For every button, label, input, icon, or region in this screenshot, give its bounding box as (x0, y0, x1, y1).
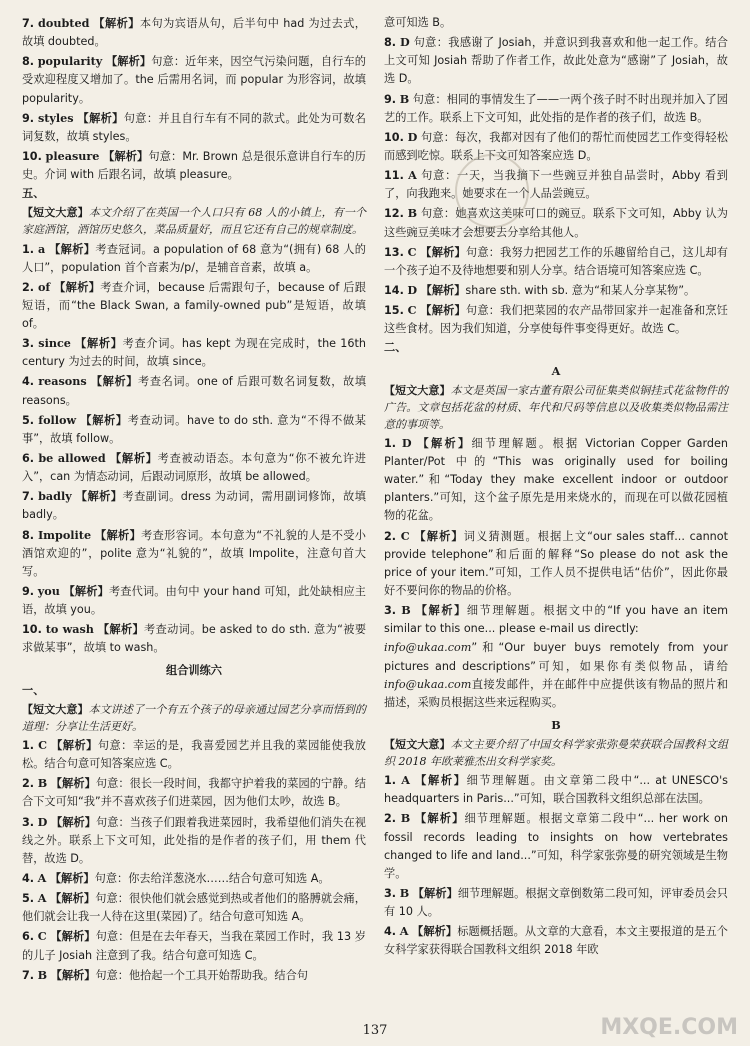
item-number: 6. (22, 452, 35, 466)
answer-item (22, 889, 366, 926)
item-text: 句意：很快他们就会感觉到热或者他们的胳膊就会痛，他们就会让我一人待在这里(菜园)了。结合句意可知选 A。 (22, 892, 366, 924)
item-answer: A (37, 891, 47, 906)
analysis-tag: 【解析】 (412, 925, 458, 939)
summary-tag: 【短文大意】 (384, 383, 451, 397)
analysis-tag: 【解析】 (75, 490, 123, 504)
item-text: 句意：相同的事情发生了——一两个孩子时不时出现并加入了园艺的工作。联系上下文可知，此处指的是作者的孩子们，故选 B。 (384, 92, 728, 124)
part-heading: B (551, 717, 561, 732)
answer-item (22, 927, 366, 964)
item-number: 1. (384, 436, 397, 450)
analysis-tag: 【解析】 (417, 436, 472, 450)
item-number: 2. (22, 777, 35, 791)
page-number: 137 (362, 1023, 388, 1038)
item-answer: a (37, 241, 46, 256)
answer-item (384, 527, 728, 601)
item-text: 考查介词，because 后需跟句子，because of 后跟短语，而“the Black Swan, a family-owned pub”是短语，故填 of。 (22, 280, 366, 331)
watermark: MXQE.COM (600, 1015, 738, 1040)
item-number: 2. (22, 280, 35, 294)
answer-item (22, 582, 366, 619)
analysis-tag: 【解析】 (50, 892, 96, 906)
item-answer: B (399, 886, 410, 900)
answer-item (384, 809, 728, 883)
item-text: 细节理解题。根据文章第二段中“... her work on fossil records leading to insights on how vertebrates changed to life and land...”可知，科学家张弥曼的研究领域是生物学。 (384, 812, 728, 880)
item-text: 考查介词。has kept 为现在完成时，the 16th century 为过去的时间，故填 since。 (22, 337, 366, 369)
answer-item (384, 301, 728, 338)
summary-text: 本文讲述了一个有五个孩子的母亲通过园艺分享而悟到的道理：分享让生活更好。 (22, 702, 367, 733)
item-number: 11. (384, 169, 404, 183)
left-column (22, 14, 366, 986)
item-text: 细节理解题。根据文中的“If you have an item similar to this one... please e-mail us directly: (384, 604, 728, 636)
item-text: 细节理解题。根据文章倒数第二段可知，评审委员会只有 10 人。 (384, 887, 728, 919)
item-answer: of (37, 279, 51, 294)
summary-text: 本文是英国一家古董有限公司征集类似铜挂式花盆物件的广告。文章包括花盆的材质、年代和尺码等信息以及收集类似物品需注意的事项等。 (384, 383, 729, 431)
item-number: 10. (22, 623, 42, 637)
item-number: 7. (22, 17, 35, 30)
item-text: 考查动词。be asked to do sth. 意为“被要求做某事”，故填 to wash。 (22, 623, 367, 655)
answer-item (22, 334, 366, 371)
item-answer: D (407, 129, 418, 144)
item-answer: be allowed (38, 451, 106, 466)
item-answer: D (37, 814, 48, 829)
answer-item (22, 278, 366, 333)
item-answer: styles (37, 110, 74, 125)
answer-item (384, 601, 728, 638)
answer-item (384, 884, 728, 921)
item-number: 13. (384, 245, 404, 259)
answer-item (384, 204, 728, 241)
item-number: 10. (384, 130, 404, 144)
analysis-tag: 【解析】 (109, 452, 158, 466)
item-text: 考查动词。have to do sth. 意为“不得不做某事”，故填 follow。 (22, 413, 366, 445)
item-answer: D (401, 435, 412, 450)
answer-item (22, 240, 366, 277)
item-answer: C (38, 737, 48, 752)
answer-item (22, 411, 366, 448)
answer-item (22, 813, 366, 868)
item-answer: A (401, 773, 410, 788)
item-number: 3. (22, 337, 35, 351)
answer-item (384, 128, 728, 165)
item-number: 1. (384, 774, 397, 788)
item-number: 5. (22, 413, 35, 427)
item-number: 9. (384, 92, 397, 106)
analysis-tag: 【解析】 (80, 413, 128, 427)
answer-item (22, 147, 366, 184)
item-answer: B (400, 811, 411, 826)
item-text: 细节理解题。由文章第二段中“... at UNESCO's headquarters in Paris...”可知，联合国教科文组织总部在法国。 (384, 774, 728, 806)
analysis-tag: 【解析】 (50, 777, 96, 791)
analysis-tag: 【解析】 (75, 337, 123, 351)
item-answer: since (38, 336, 71, 351)
analysis-tag: 【解析】 (415, 604, 467, 618)
analysis-tag: 【解析】 (420, 304, 466, 318)
answer-item (22, 869, 366, 888)
item-answer: reasons (38, 374, 87, 389)
analysis-tag: 【解析】 (50, 968, 96, 982)
item-number: 5. (22, 892, 35, 906)
item-text: 直接发邮件，并在邮件中应提供该有物品的照片和描述，采购员根据这些来远程购买。 (384, 677, 728, 709)
item-answer: pleasure (45, 148, 100, 163)
item-answer: C (400, 528, 410, 543)
item-number: 3. (384, 887, 397, 900)
item-answer: A (408, 168, 417, 183)
item-answer: C (407, 303, 417, 318)
item-number: 12. (384, 207, 404, 221)
item-text: 考查形容词。本句意为“不礼貌的人是不受小酒馆欢迎的”，polite 意为“礼貌的”，故填 Impolite，注意句首大写。 (22, 528, 366, 578)
answer-item (384, 33, 728, 88)
summary-paragraph (22, 701, 366, 735)
item-number: 8. (22, 528, 35, 542)
summary-tag: 【短文大意】 (22, 206, 89, 220)
item-number: 9. (22, 585, 35, 599)
analysis-tag: 【解析】 (77, 111, 124, 125)
analysis-tag: 【解析】 (51, 738, 98, 752)
analysis-tag: 【解析】 (412, 887, 458, 900)
email-address: info@ukaa.com (384, 641, 472, 655)
item-text: 句意：每次，我都对因有了他们的帮忙而使园艺工作变得轻松而感到吃惊。联系上下文可知答案应选 D。 (384, 130, 728, 162)
item-answer: A (399, 924, 409, 939)
answer-item (22, 774, 366, 811)
item-number: 7. (22, 490, 35, 504)
section-heading: 一、 (22, 683, 45, 697)
answer-item (384, 243, 728, 280)
answer-item (22, 620, 366, 657)
item-number: 6. (22, 930, 35, 944)
item-text: 句意：Mr. Brown 总是很乐意讲自行车的历史。介词 with 后跟名词，故填 pleasure。 (22, 149, 366, 182)
summary-tag: 【短文大意】 (22, 702, 89, 716)
answer-item (22, 449, 366, 486)
item-number: 8. (22, 55, 35, 69)
item-number: 7. (22, 968, 35, 982)
item-text: 句意：很长一段时间，我都守护着我的菜园的宁静。结合下文可知“我”并不喜欢孩子们进菜园，因为他们太吵，故选 B。 (22, 777, 366, 809)
summary-paragraph (384, 736, 728, 770)
item-answer: you (37, 584, 60, 599)
item-number: 4. (384, 925, 397, 939)
item-answer: popularity (37, 54, 103, 69)
item-number: 4. (22, 871, 35, 885)
summary-text: 本文介绍了在英国一个人口只有 68 人的小镇上，有一个家庭酒馆，酒馆历史悠久，菜品质量好，而且它还有自己的规章制度。 (22, 206, 367, 237)
item-number: 10. (22, 149, 42, 163)
item-answer: D (407, 282, 418, 297)
columns (22, 14, 728, 986)
item-text: 句意：并且自行车有不同的款式。此处为可数名词复数，故填 styles。 (22, 111, 366, 143)
item-text: 句意：但是在去年春天，当我在菜园工作时，我 13 岁的儿子 Josiah 注意到了我。结合句意可知选 C。 (22, 930, 366, 962)
answer-item (22, 526, 366, 581)
item-text: 句意：我感谢了 Josiah，并意识到我喜欢和他一起工作。结合上文可知 Josiah 帮助了作者工作，故此处意为“感谢”了 Josiah，故选 D。 (384, 36, 728, 86)
item-text: 句意：我努力把园艺工作的乐趣留给自己，这儿却有一个孩子迫不及待地想要和别人分享。结合语境可知答案应选 C。 (384, 245, 728, 277)
analysis-tag: 【解析】 (415, 812, 465, 826)
summary-tag: 【短文大意】 (384, 738, 451, 752)
item-text: 句意：我们把菜园的农产品带回家并一起准备和烹饪这些食材。因为我们知道，分享使每件事变得更好。故选 C。 (384, 304, 728, 336)
answer-item (384, 166, 728, 203)
item-text: 考查名词。one of 后跟可数名词复数，故填 reasons。 (22, 375, 367, 407)
item-answer: Impolite (37, 527, 92, 542)
continued-text: 意可知选 B。 (384, 16, 452, 29)
item-text: 考查冠词。a population of 68 意为“(拥有) 68 人的人口”，population 首个音素为/p/，是辅音音素，故填 a。 (22, 242, 366, 274)
analysis-tag: 【解析】 (95, 528, 142, 542)
summary-paragraph (384, 382, 728, 433)
section-heading: 二、 (384, 341, 407, 355)
summary-paragraph (22, 204, 366, 238)
item-text: 句意：当孩子们跟着我进菜园时，我希望他们消失在视线之外。联系上下文可知，此处指的是作者的孩子们，用 them 代替，故选 D。 (22, 815, 366, 865)
item-number: 8. (384, 36, 397, 50)
item-text: 本句为宾语从句，后半句中 had 为过去式，故填 doubted。 (22, 17, 366, 49)
answer-item (22, 966, 366, 985)
item-text: 考查被动语态。本句意为“你不被允许进入”，can 为情态动词，后跟动词原形，故填 be allowed。 (22, 452, 366, 484)
answer-item (22, 52, 366, 107)
item-text: share sth. with sb. 意为“和某人分享某物”。 (465, 283, 696, 297)
analysis-tag: 【解析】 (414, 529, 464, 543)
faint-stamp (455, 154, 529, 228)
analysis-tag: 【解析】 (105, 55, 152, 69)
answer-item (22, 736, 366, 773)
answer-item (384, 90, 728, 127)
item-text: 词义猜测题。根据上文“our sales staff... cannot provide telephone”和后面的解释“So please do not ask the price of your item.”可知，工作人员不提供电话“估价”，因此你最好不要问你的物品的价格。 (384, 529, 728, 597)
right-column (384, 14, 728, 986)
item-number: 9. (22, 111, 35, 125)
answer-item (22, 372, 366, 409)
answer-item (384, 639, 728, 712)
analysis-tag: 【解析】 (63, 585, 109, 599)
item-text: 句意：一天，当我摘下一些豌豆并独自品尝时，Abby 看到了，向我跑来。她要求在一个人品尝豌豆。 (384, 169, 728, 201)
item-text: 句意：近年来，因空气污染问题，自行车的受欢迎程度又增加了。the 后需用名词，而 popular 为形容词，故填 popularity。 (22, 55, 366, 105)
item-answer: doubted (38, 16, 90, 30)
item-answer: badly (38, 489, 72, 504)
answer-item (384, 281, 728, 300)
item-number: 15. (384, 304, 404, 318)
item-text: 句意：你去给洋葱浇水……结合句意可知选 A。 (94, 871, 330, 885)
answer-item (384, 922, 728, 959)
item-text: 句意：她喜欢这美味可口的豌豆。联系下文可知，Abby 认为这些豌豆美味才会想要去分享给其他人。 (384, 207, 728, 239)
analysis-tag: 【解析】 (415, 774, 467, 788)
answer-item (384, 434, 728, 526)
item-number: 3. (22, 815, 35, 829)
analysis-tag: 【解析】 (49, 871, 95, 885)
analysis-tag: 【解析】 (420, 283, 466, 297)
item-text: 句意：他拾起一个工具开始帮助我。结合句 (95, 968, 308, 982)
item-number: 1. (22, 738, 35, 752)
item-number: 2. (384, 812, 397, 826)
part-heading: A (551, 363, 561, 378)
item-text: 细节理解题。根据 Victorian Copper Garden Planter/Pot 中的“This was originally used for boiling water.”和“Today they make excellent indoor or outdoor planters.”可知，这个盆子原先是用来烧水的，而现在可以做花园植物的花盆。 (384, 436, 728, 523)
item-number: 1. (22, 242, 35, 256)
item-number: 2. (384, 529, 397, 543)
group-title: 组合训练六 (166, 663, 222, 677)
analysis-tag: 【解析】 (103, 149, 149, 163)
item-number: 14. (384, 283, 404, 297)
item-answer: follow (38, 412, 77, 427)
analysis-tag: 【解析】 (54, 280, 101, 294)
item-text: 标题概括题。从文章的大意看，本文主要报道的是五个女科学家获得联合国教科文组织 2018 年欧 (384, 925, 728, 957)
answer-item (22, 487, 366, 524)
item-answer: C (37, 929, 47, 944)
section-heading: 五、 (22, 187, 45, 201)
analysis-tag: 【解析】 (50, 930, 96, 944)
item-number: 4. (22, 375, 35, 389)
email-address: info@ukaa.com (384, 677, 472, 691)
answer-item (384, 771, 728, 808)
analysis-tag: 【解析】 (90, 375, 139, 389)
item-answer: C (407, 244, 417, 259)
item-answer: B (399, 91, 410, 106)
answer-item (22, 14, 366, 51)
item-answer: D (399, 35, 410, 50)
item-answer: B (401, 603, 411, 618)
analysis-tag: 【解析】 (420, 245, 466, 259)
item-answer: B (37, 967, 48, 982)
item-text: 考查副词。dress 为动词，需用副词修饰，故填 badly。 (22, 490, 366, 522)
analysis-tag: 【解析】 (97, 623, 145, 637)
item-text: ”和“Our buyer buys remotely from your pictures and descriptions”可知，如果你有类似物品，请给 (384, 641, 728, 673)
item-answer: B (37, 776, 48, 791)
item-answer: to wash (45, 622, 94, 637)
analysis-tag: 【解析】 (51, 815, 97, 829)
item-answer: A (37, 870, 47, 885)
answer-item (22, 109, 366, 146)
item-number: 3. (384, 604, 397, 618)
item-answer: B (407, 206, 418, 221)
analysis-tag: 【解析】 (49, 242, 96, 256)
analysis-tag: 【解析】 (93, 17, 140, 30)
summary-text: 本文主要介绍了中国女科学家张弥曼荣获联合国教科文组织 2018 年欧莱雅杰出女科学家奖。 (384, 738, 729, 769)
item-text: 考查代词。由句中 your hand 可知，此处缺相应主语，故填 you。 (22, 585, 366, 617)
item-text: 句意：幸运的是，我喜爱园艺并且我的菜园能使我放松。结合句意可知答案应选 C。 (22, 738, 366, 771)
